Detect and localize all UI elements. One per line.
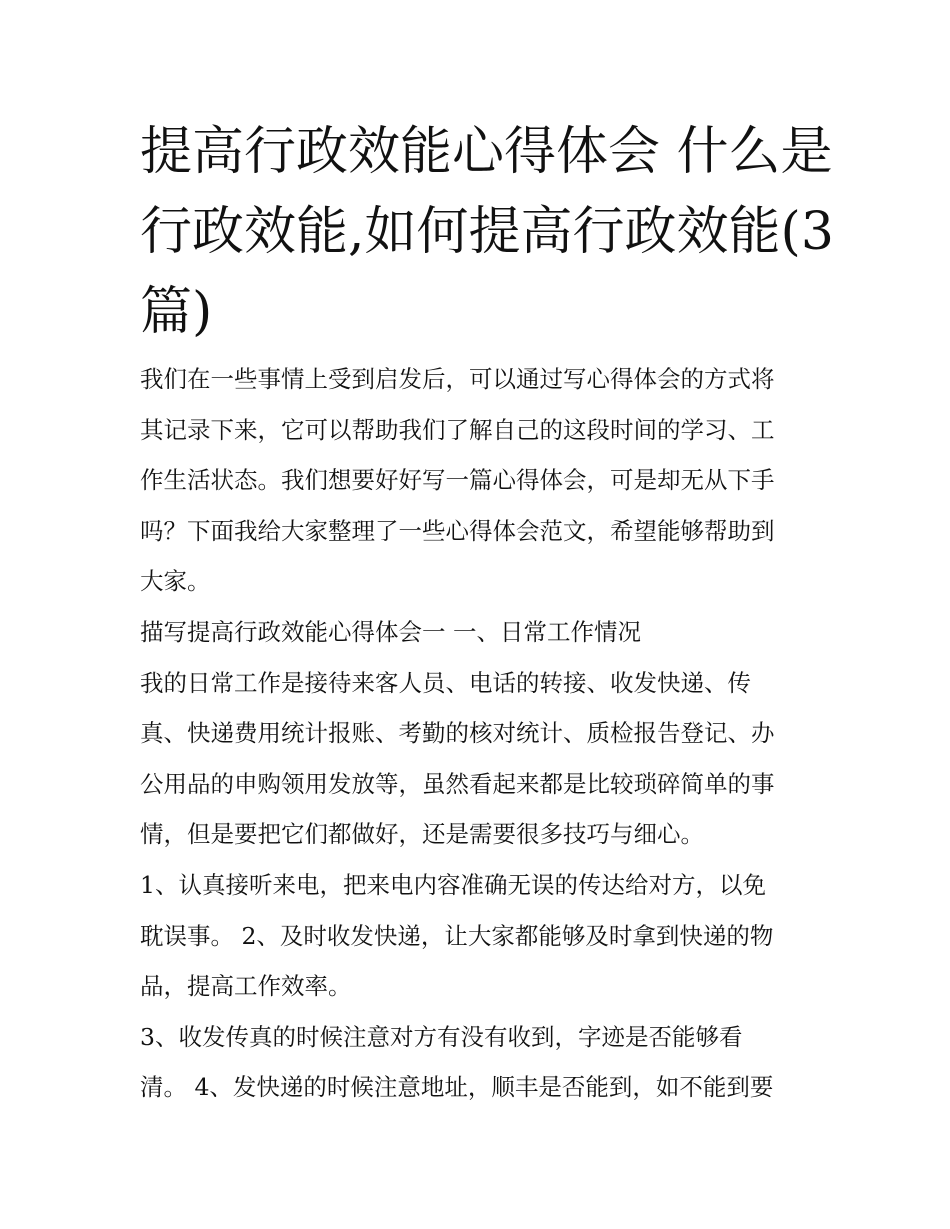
text-line: 情，但是要把它们都做好，还是需要很多技巧与细心。	[140, 820, 704, 849]
title-line: 行政效能,如何提高行政效能(3	[140, 202, 834, 262]
document-title	[140, 112, 834, 352]
section-heading	[140, 607, 820, 658]
intro-paragraph	[140, 354, 820, 607]
text-line: 吗？下面我给大家整理了一些心得体会范文，希望能够帮助到	[140, 516, 775, 545]
text-line: 耽误事。 2、及时收发快递，让大家都能够及时拿到快递的物	[140, 921, 774, 950]
document-body	[140, 354, 820, 1113]
text-line: 我的日常工作是接待来客人员、电话的转接、收发快递、传	[140, 668, 751, 697]
text-line: 描写提高行政效能心得体会一 一、日常工作情况	[140, 617, 641, 646]
work-description-paragraph	[140, 658, 820, 860]
text-line: 大家。	[140, 567, 211, 596]
text-line: 清。 4、发快递的时候注意地址，顺丰是否能到，如不能到要	[140, 1073, 774, 1102]
text-line: 我们在一些事情上受到启发后，可以通过写心得体会的方式将	[140, 365, 775, 393]
text-line: 作生活状态。我们想要好好写一篇心得体会，可是却无从下手	[140, 466, 775, 495]
text-line: 其记录下来，它可以帮助我们了解自己的这段时间的学习、工	[140, 415, 775, 444]
text-line: 1、认真接听来电，把来电内容准确无误的传达给对方，以免	[140, 870, 766, 899]
list-paragraph-2	[140, 1012, 820, 1113]
text-line: 真、快递费用统计报账、考勤的核对统计、质检报告登记、办	[140, 719, 775, 748]
title-line: 篇)	[140, 282, 213, 342]
text-line: 3、收发传真的时候注意对方有没有收到，字迹是否能够看	[140, 1022, 743, 1051]
title-line: 提高行政效能心得体会 什么是	[140, 122, 833, 182]
text-line: 品，提高工作效率。	[140, 972, 352, 1001]
text-line: 公用品的申购领用发放等，虽然看起来都是比较琐碎简单的事	[140, 769, 775, 798]
list-paragraph-1	[140, 860, 820, 1012]
